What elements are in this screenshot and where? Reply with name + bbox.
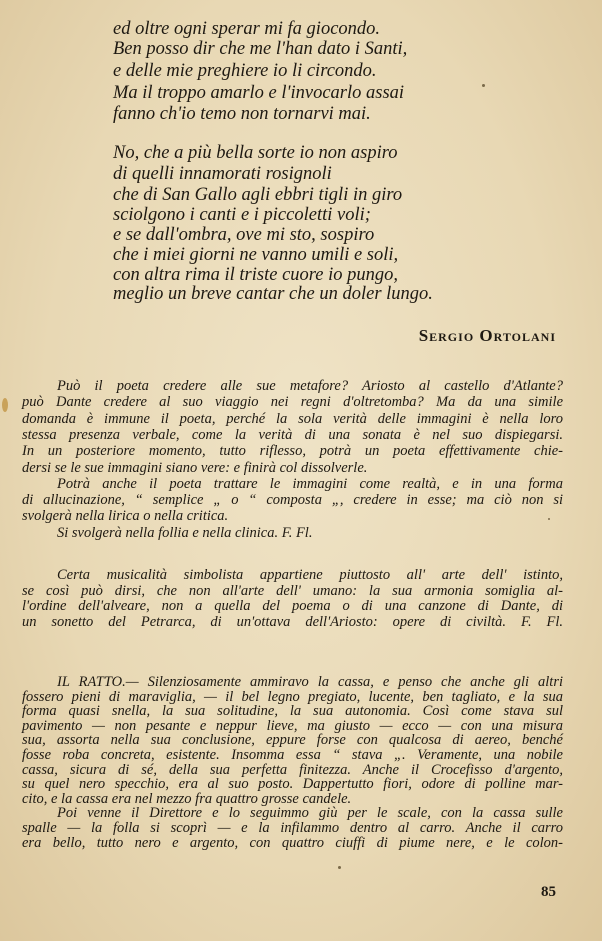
prose-line: cito, e la cassa era nel mezzo fra quattro grosse candele. [22, 791, 352, 807]
prose-line: pavimento — non pesante e neppur lieve, ma giusto — ecco — con una misura [22, 718, 563, 734]
prose-line: IL RATTO.— Silenziosamente ammiravo la cassa, e penso che anche gli altri [57, 674, 563, 690]
paper-speck [548, 518, 550, 520]
poem-line: con altra rima il triste cuore io pungo, [113, 265, 399, 285]
prose-line: In un posteriore momento, tutto riflesso, potrà un poeta effettivamente chie- [22, 443, 563, 459]
prose-line: di allucinazione, “ semplice „ o “ composta „, credere in esse; ma ciò non si [22, 492, 563, 508]
prose-line: se così può dirsi, che non all'arte dell' umano: la sua armonia somiglia al- [22, 583, 563, 599]
poem-line: Ma il troppo amarlo e l'invocarlo assai [113, 83, 405, 103]
prose-line: può Dante credere al suo viaggio nei regni d'oltretomba? Ma da una simile [22, 394, 563, 410]
prose-line: Può il poeta credere alle sue metafore? Ariosto al castello d'Atlante? [57, 378, 563, 394]
prose-line: l'ordine dell'alveare, non a quella del poema o di una canzone di Dante, di [22, 598, 563, 614]
prose-line: su quel nero specchio, era al suo posto. Dappertutto fiori, odore di polline mar- [22, 776, 563, 792]
prose-line: stessa presenza verbale, come la verità di una sonata è nel suo dispiegarsi. [22, 427, 563, 443]
poem-line: ed oltre ogni sperar mi fa giocondo. [113, 19, 381, 39]
paper-speck [338, 866, 341, 869]
poem-line: che i miei giorni ne vanno umili e soli, [113, 245, 399, 265]
prose-line: Certa musicalità simbolista appartiene piuttosto all' arte dell' istinto, [57, 567, 563, 583]
poem-line: No, che a più bella sorte io non aspiro [113, 143, 398, 163]
poem-line: Ben posso dir che me l'han dato i Santi, [113, 39, 408, 59]
prose-line: Si svolgerà nella follia e nella clinica. F. Fl. [57, 525, 313, 541]
prose-line: un sonetto del Petrarca, di un'ottava dell'Ariosto: opere di civiltà. F. Fl. [22, 614, 563, 630]
poem-line: meglio un breve cantar che un doler lungo. [113, 284, 433, 304]
page-number: 85 [541, 884, 556, 900]
prose-line: dersi se le sue immagini siano vere: e finirà col dissolverle. [22, 460, 368, 476]
poem-line: sciolgono i canti e i piccoletti voli; [113, 205, 371, 225]
prose-line: domanda è immune il poeta, perché la sola verità delle immagini è nella loro [22, 411, 563, 427]
prose-line: svolgerà nella lirica o nella critica. [22, 508, 229, 524]
poem-line: fanno ch'io temo non tornarvi mai. [113, 104, 371, 124]
paper-speck [482, 84, 485, 87]
prose-line: fosse roba concreta, esistente. Insomma essa “ stava „. Veramente, una nobile [22, 747, 563, 763]
prose-line: Poi venne il Direttore e lo seguimmo giù per le scale, con la cassa sulle [57, 805, 563, 821]
prose-line: cassa, sicura di sé, della sua perfetta finitezza. Anche il Crocefisso d'argento, [22, 762, 563, 778]
poem-line: che di San Gallo agli ebbri tigli in giro [113, 185, 403, 205]
prose-line: era bello, tutto nero e argento, con quattro ciuffi di piume nere, e le colon- [22, 835, 563, 851]
poem-line: di quelli innamorati rosignoli [113, 164, 332, 184]
prose-line: sua, assorta nella sua conclusione, eppure forse con qualcosa di aereo, benché [22, 732, 563, 748]
prose-line: forma quasi snella, la sua solitudine, la sua autonomia. Così come stava sul [22, 703, 563, 719]
prose-line: spalle — la folla si scoprì — e la infilammo dentro al carro. Anche il carro [22, 820, 563, 836]
poem-author-signature: Sergio Ortolani [418, 326, 556, 345]
poem-line: e se dall'ombra, ove mi sto, sospiro [113, 225, 375, 245]
prose-line: Potrà anche il poeta trattare le immagini come realtà, e in una forma [57, 476, 563, 492]
poem-line: e delle mie preghiere io li circondo. [113, 61, 377, 81]
paper-speck [2, 398, 8, 412]
prose-line: fossero pieni di maraviglia, — il bel legno pregiato, lucente, ben tagliato, e la sua [22, 689, 563, 705]
